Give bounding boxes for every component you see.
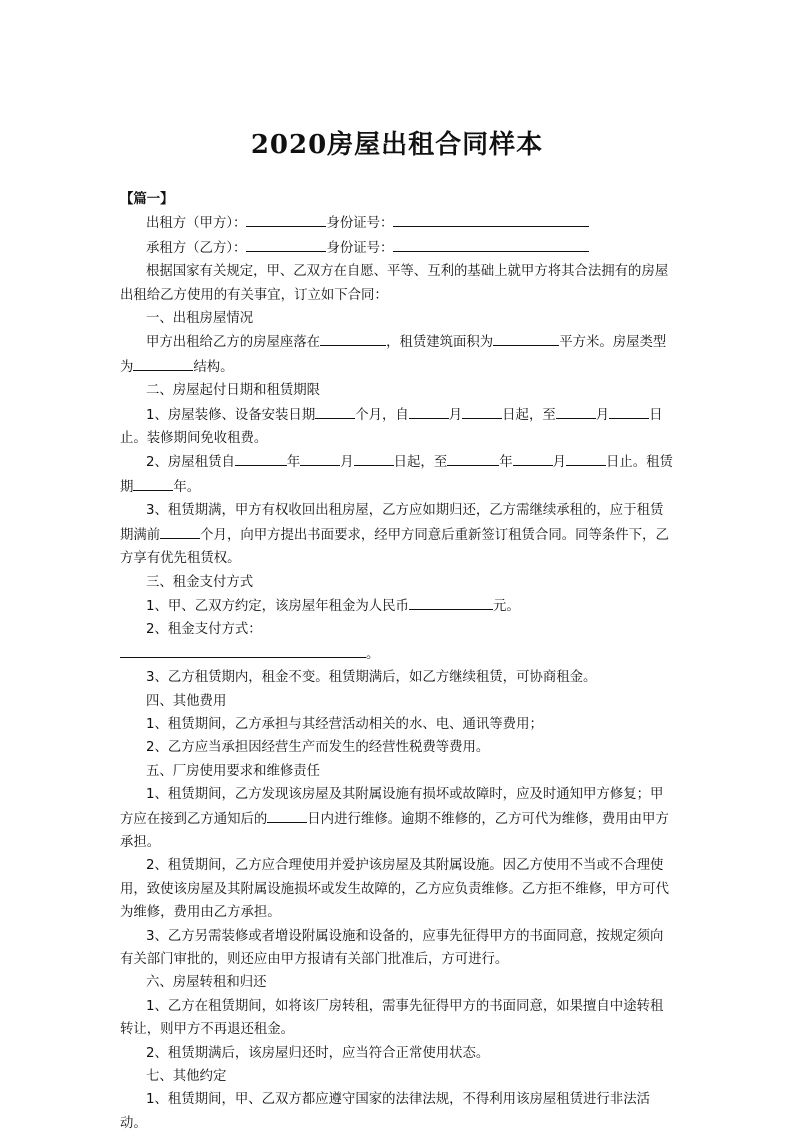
section-5-item-2: 2、租赁期间，乙方应合理使用并爱护该房屋及其附属设施。因乙方使用不当或不合理使用，致使该房屋及其附属设施损坏或发生故障的，乙方应负责维修。乙方拒不维修，甲方可代为维修，费用由乙方承担。 xyxy=(120,858,670,921)
party-b-line xyxy=(120,236,674,260)
text-run: 日起，至 xyxy=(502,407,556,423)
text-run: 结构。 xyxy=(193,359,234,375)
date-blank xyxy=(566,450,606,466)
text-run: 。 xyxy=(366,646,380,662)
section-4-heading: 四、其他费用 xyxy=(146,693,227,709)
section-2-item-1 xyxy=(120,403,674,451)
date-blank xyxy=(447,450,499,466)
section-3-item-2: 2、租金支付方式： xyxy=(146,622,262,638)
text-run: 日内进行维修。逾期不维修的，乙方可代为维修，费用由甲方承担。 xyxy=(120,811,669,850)
section-7-item-1: 1、租赁期间，甲、乙双方都应遵守国家的法律法规，不得利用该房屋租赁进行非法活动。 xyxy=(120,1092,650,1131)
text-run: 1、房屋装修、设备安装日期 xyxy=(146,407,316,423)
text-run: 月 xyxy=(448,407,463,423)
date-blank xyxy=(609,403,649,419)
section-6-item-2: 2、租赁期满后，该房屋归还时，应当符合正常使用状态。 xyxy=(146,1045,490,1061)
text-run: 平方米。房屋类型为 xyxy=(120,335,667,375)
party-a-label: 出租方（甲方）： xyxy=(146,216,247,232)
section-4-item-2: 2、乙方应当承担因经营生产而发生的经营性税费等费用。 xyxy=(146,740,490,756)
document-title: 2020房屋出租合同样本 xyxy=(250,130,544,160)
payment-method-line xyxy=(120,642,674,666)
days-blank xyxy=(267,807,307,823)
text-run: 甲方出租给乙方的房屋座落在 xyxy=(146,335,321,351)
section-5-item-3: 3、乙方另需装修或者增设附属设施和设备的，应事先征得甲方的书面同意，按规定须向有关部门审批的，则还应由甲方报请有关部门批准后，方可进行。 xyxy=(120,928,664,967)
section-7-heading: 七、其他约定 xyxy=(146,1069,227,1085)
months-blank xyxy=(315,403,355,419)
intro-paragraph: 根据国家有关规定，甲、乙双方在自愿、平等、互利的基础上就甲方将其合法拥有的房屋出租给乙方使用的有关事宜，订立如下合同： xyxy=(120,264,669,303)
payment-method-blank xyxy=(120,642,366,658)
party-a-id-blank xyxy=(393,211,589,227)
text-run: 日止。装修期间免收租费。 xyxy=(120,407,663,447)
date-blank xyxy=(235,450,287,466)
date-blank xyxy=(462,403,502,419)
party-a-id-label: 身份证号： xyxy=(326,216,394,232)
section-label: 【篇一】 xyxy=(120,192,174,207)
term-blank xyxy=(133,475,173,491)
party-b-label: 承租方（乙方）： xyxy=(146,240,247,256)
text-run: 元。 xyxy=(492,598,520,614)
section-1-paragraph xyxy=(120,330,674,379)
date-blank xyxy=(556,403,596,419)
section-1-heading: 一、出租房屋情况 xyxy=(146,311,254,327)
text-run: 1、租赁期间，乙方发现该房屋及其附属设施有损坏或故障时，应及时通知甲方修复；甲方应在接到乙方通知后的 xyxy=(120,787,664,827)
date-blank xyxy=(409,403,449,419)
section-6-heading: 六、房屋转租和归还 xyxy=(146,975,267,991)
text-run: 日起，至 xyxy=(393,455,448,471)
area-blank xyxy=(493,330,559,346)
text-run: 年 xyxy=(286,455,301,471)
text-run: 1、甲、乙双方约定，该房屋年租金为人民币 xyxy=(146,598,409,614)
party-b-id-blank xyxy=(393,236,589,252)
rent-amount-blank xyxy=(409,594,493,610)
section-2-item-2 xyxy=(120,450,674,499)
party-a-line xyxy=(120,211,674,235)
text-run: 个月，向甲方提出书面要求，经甲方同意后重新签订租赁合同。同等条件下，乙方享有优先租赁权。 xyxy=(120,527,669,567)
text-run: 3、租赁期满，甲方有权收回出租房屋，乙方应如期归还，乙方需继续承租的，应于租赁期满前 xyxy=(120,503,664,543)
text-run: 月 xyxy=(340,455,354,471)
section-3-item-1 xyxy=(120,594,674,618)
section-2-item-3 xyxy=(120,499,674,570)
document-body xyxy=(120,188,674,1135)
text-run: 年 xyxy=(499,455,513,471)
type-blank xyxy=(133,355,193,371)
text-run: 个月，自 xyxy=(355,407,409,423)
text-run: 年。 xyxy=(173,479,201,495)
text-run: ，租赁建筑面积为 xyxy=(386,335,494,351)
text-run: 月 xyxy=(552,455,566,471)
section-3-item-3: 3、乙方租赁期内，租金不变。租赁期满后，如乙方继续租赁，可协商租金。 xyxy=(146,670,597,686)
section-5-heading: 五、厂房使用要求和维修责任 xyxy=(146,763,321,779)
text-run: 月 xyxy=(595,407,610,423)
date-blank xyxy=(513,450,553,466)
text-run: 日止。租赁期 xyxy=(120,455,673,495)
section-4-item-1: 1、租赁期间，乙方承担与其经营活动相关的水、电、通讯等费用； xyxy=(146,716,543,732)
location-blank xyxy=(320,330,386,346)
section-6-item-1: 1、乙方在租赁期间，如将该厂房转租，需事先征得甲方的书面同意，如果擅自中途转租转让，则甲方不再退还租金。 xyxy=(120,998,664,1038)
date-blank xyxy=(300,450,340,466)
text-run: 2、房屋租赁自 xyxy=(146,455,235,471)
party-b-name-blank xyxy=(246,236,326,252)
party-b-id-label: 身份证号： xyxy=(326,240,394,256)
section-3-heading: 三、租金支付方式 xyxy=(146,574,254,590)
months-blank xyxy=(160,523,200,539)
party-a-name-blank xyxy=(246,211,326,227)
date-blank xyxy=(354,450,394,466)
section-2-heading: 二、房屋起付日期和租赁期限 xyxy=(146,383,321,399)
section-5-item-1 xyxy=(120,783,674,854)
